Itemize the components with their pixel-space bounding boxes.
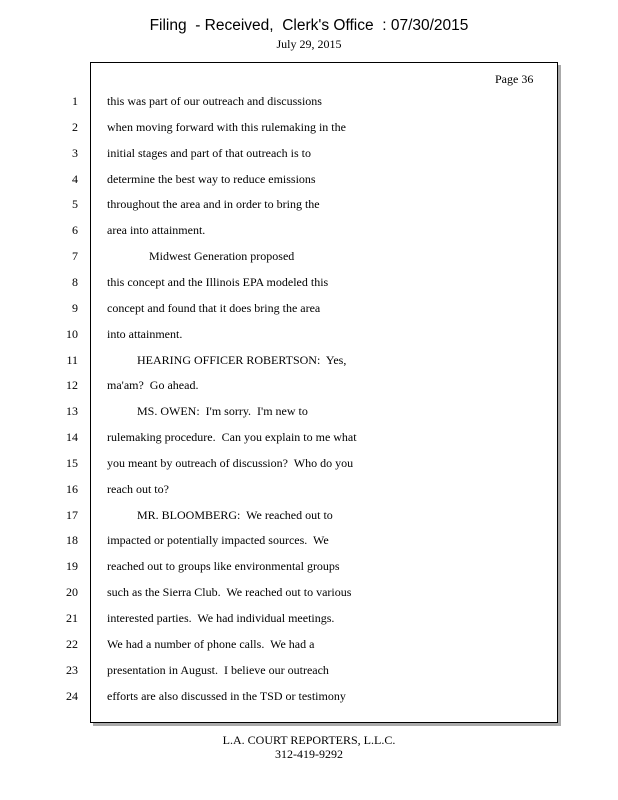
line-number: 4 <box>72 172 78 186</box>
line-text: reach out to? <box>107 482 169 496</box>
line-number: 2 <box>72 120 78 134</box>
line-number: 16 <box>66 482 78 496</box>
line-text: you meant by outreach of discussion? Who do you <box>107 456 354 470</box>
line-text: such as the Sierra Club. We reached out to various <box>107 585 352 599</box>
line-number: 5 <box>72 197 78 211</box>
line-number: 17 <box>66 508 78 522</box>
line-number: 3 <box>72 146 78 160</box>
page-number: Page 36 <box>495 72 534 86</box>
line-text: interested parties. We had individual meetings. <box>107 611 335 625</box>
line-text: into attainment. <box>107 327 183 341</box>
line-text: concept and found that it does bring the area <box>107 301 321 315</box>
line-text: presentation in August. I believe our outreach <box>107 663 329 677</box>
line-number: 12 <box>66 378 78 392</box>
line-text: throughout the area and in order to bring the <box>107 197 320 211</box>
line-number: 7 <box>72 249 78 263</box>
filing-stamp: Filing - Received, Clerk's Office : 07/30/2015 <box>149 17 469 34</box>
line-number: 11 <box>66 353 78 367</box>
line-number: 13 <box>66 404 78 418</box>
line-text: this was part of our outreach and discussions <box>107 94 322 108</box>
line-text: MR. BLOOMBERG: We reached out to <box>107 508 333 522</box>
line-number: 6 <box>72 223 78 237</box>
line-number: 18 <box>66 533 78 547</box>
line-text: ma'am? Go ahead. <box>107 378 199 392</box>
line-text: HEARING OFFICER ROBERTSON: Yes, <box>107 353 347 367</box>
line-text: initial stages and part of that outreach is to <box>107 146 311 160</box>
line-number: 15 <box>66 456 78 470</box>
line-text: rulemaking procedure. Can you explain to me what <box>107 430 357 444</box>
line-number: 22 <box>66 637 78 651</box>
line-number: 20 <box>66 585 78 599</box>
line-number: 9 <box>72 301 78 315</box>
line-text: We had a number of phone calls. We had a <box>107 637 315 651</box>
line-number: 10 <box>66 327 78 341</box>
line-number: 24 <box>66 689 78 703</box>
line-text: Midwest Generation proposed <box>107 249 295 263</box>
transcript-date: July 29, 2015 <box>276 37 342 51</box>
line-text: MS. OWEN: I'm sorry. I'm new to <box>107 404 308 418</box>
court-reporter-phone: 312-419-9292 <box>275 747 343 761</box>
line-text: when moving forward with this rulemaking in the <box>107 120 346 134</box>
line-number: 1 <box>72 94 78 108</box>
line-text: determine the best way to reduce emissions <box>107 172 316 186</box>
line-text: this concept and the Illinois EPA modeled this <box>107 275 329 289</box>
line-number: 8 <box>72 275 78 289</box>
line-number: 23 <box>66 663 78 677</box>
court-reporter-name: L.A. COURT REPORTERS, L.L.C. <box>222 733 396 747</box>
line-text: efforts are also discussed in the TSD or testimony <box>107 689 346 703</box>
line-text: impacted or potentially impacted sources. We <box>107 533 329 547</box>
line-text: reached out to groups like environmental groups <box>107 559 340 573</box>
line-number: 21 <box>66 611 78 625</box>
line-number: 19 <box>66 559 78 573</box>
line-number: 14 <box>66 430 78 444</box>
line-text: area into attainment. <box>107 223 206 237</box>
